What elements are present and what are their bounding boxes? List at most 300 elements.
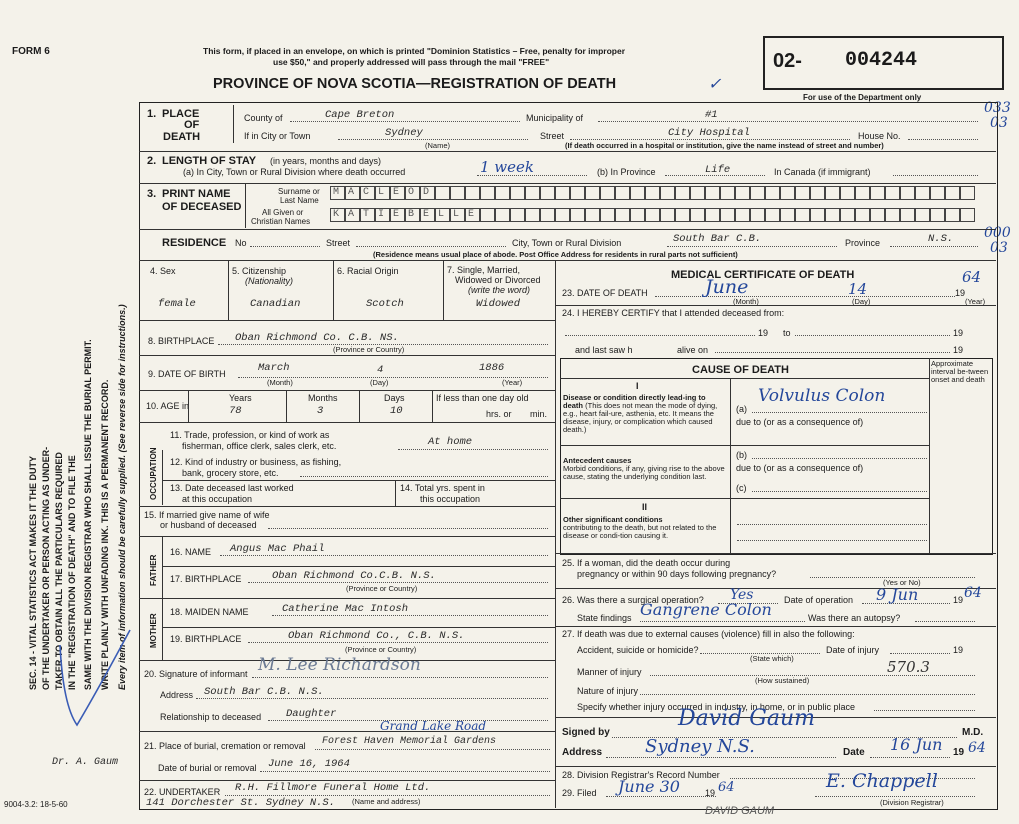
form-title: PROVINCE OF NOVA SCOTIA—REGISTRATION OF DEATH <box>213 76 617 92</box>
signed-date-label: Date <box>843 747 865 758</box>
surname-label-2: Last Name <box>280 196 319 205</box>
md-label: M.D. <box>962 727 984 738</box>
op-date-label: Date of operation <box>784 595 854 605</box>
op-19: 19 <box>953 595 964 605</box>
surname-cell <box>510 186 525 200</box>
given-cell <box>570 208 585 222</box>
given-letter: B <box>408 209 415 220</box>
q28-label: 28. Division Registrar's Record Number <box>562 770 720 780</box>
age-days: 10 <box>390 405 403 417</box>
citizenship-label-1: 5. Citizenship <box>232 266 287 276</box>
surname-cell <box>585 186 600 200</box>
relationship-label: Relationship to deceased <box>160 712 262 722</box>
surname-cell <box>690 186 705 200</box>
medical-title: MEDICAL CERTIFICATE OF DEATH <box>671 269 855 281</box>
surname-cell <box>945 186 960 200</box>
age-years: 78 <box>229 405 242 417</box>
doctor-name: Dr. A. Gaum <box>52 757 119 768</box>
registrar-signature: E. Chappell <box>826 770 938 792</box>
surname-cell <box>885 186 900 200</box>
surname-letter: M <box>333 187 340 198</box>
stay-a-value: 1 week <box>480 158 534 176</box>
residence-province-label: Province <box>845 238 881 248</box>
given-cell <box>510 208 525 222</box>
stay-b-value: Life <box>705 164 731 176</box>
given-cell <box>930 208 945 222</box>
father-birthplace-sublabel: (Province or Country) <box>346 584 418 593</box>
name-label-2: OF DECEASED <box>162 201 242 213</box>
burial-place-value: Forest Haven Memorial Gardens <box>322 736 497 747</box>
given-letter: T <box>363 209 370 220</box>
stay-b-label: (b) In Province <box>597 167 656 177</box>
nature-label: Nature of injury <box>577 686 639 696</box>
surname-cell <box>360 186 375 200</box>
given-letter: L <box>438 209 445 220</box>
surname-cell <box>750 186 765 200</box>
birthplace-value: Oban Richmond Co. C.B. NS. <box>235 332 399 344</box>
birthplace-sublabel: (Province or Country) <box>333 345 405 354</box>
given-label-2: Christian Names <box>251 217 311 226</box>
racial-label: 6. Racial Origin <box>337 266 399 276</box>
surname-cell <box>330 186 345 200</box>
given-cell <box>495 208 510 222</box>
q11-value: At home <box>428 436 473 448</box>
physician-address: Sydney N.S. <box>645 736 755 757</box>
marital-label-1: 7. Single, Married, <box>447 265 521 275</box>
injury-19: 19 <box>953 645 964 655</box>
given-cell <box>390 208 405 222</box>
given-cell <box>780 208 795 222</box>
surname-cell <box>390 186 405 200</box>
given-cell <box>405 208 420 222</box>
citizenship-label-2: (Nationality) <box>245 276 294 286</box>
informant-signature: M. Lee Richardson <box>258 655 421 675</box>
surname-cell <box>705 186 720 200</box>
form-number: FORM 6 <box>12 46 50 57</box>
surname-cell <box>630 186 645 200</box>
certify-19-2: 19 <box>953 328 964 338</box>
surname-cell <box>495 186 510 200</box>
given-cell <box>555 208 570 222</box>
findings-label: State findings <box>577 613 632 623</box>
registration-prefix: 02- <box>773 50 802 72</box>
city-value: Sydney <box>385 127 423 139</box>
given-cell <box>435 208 450 222</box>
interval-label: Approximate interval be-tween onset and death <box>931 359 989 384</box>
stay-c-label: In Canada (if immigrant) <box>774 167 871 177</box>
surname-letter: O <box>408 187 415 198</box>
marital-label-2: Widowed or Divorced <box>455 275 541 285</box>
autopsy-label: Was there an autopsy? <box>808 613 901 623</box>
date-of-death-label: 23. DATE OF DEATH <box>562 288 648 298</box>
residence-note: (Residence means usual place of abode. Post Office Address for residents in rural parts not sufficient) <box>373 250 738 259</box>
mother-birthplace-label: 19. BIRTHPLACE <box>170 634 242 644</box>
house-label: House No. <box>858 131 901 141</box>
physician-address-label: Address <box>562 747 603 758</box>
place-label-death: DEATH <box>163 131 201 143</box>
father-name-label: 16. NAME <box>170 547 212 557</box>
dob-label: 9. DATE OF BIRTH <box>148 369 226 379</box>
q12-label-2: bank, grocery store, etc. <box>182 468 279 478</box>
certify-label: 24. I HEREBY CERTIFY that I attended deceased from: <box>562 308 785 318</box>
cause-title: CAUSE OF DEATH <box>692 364 789 376</box>
surname-letter: L <box>378 187 385 198</box>
surname-cell <box>780 186 795 200</box>
surname-letter: A <box>348 187 355 198</box>
burial-label: 21. Place of burial, cremation or removal <box>144 741 306 751</box>
age-months: 3 <box>317 405 324 417</box>
q13-label-1: 13. Date deceased last worked <box>170 483 294 493</box>
given-cell <box>360 208 375 222</box>
given-cell <box>870 208 885 222</box>
surname-cell <box>930 186 945 200</box>
side-text-line-3: TAKER TO OBTAIN ALL THE PARTICULARS REQUIRED <box>54 452 64 690</box>
filed-date: June 30 <box>618 777 680 796</box>
findings-value: Gangrene Colon <box>640 600 772 619</box>
street-label: Street <box>540 131 565 141</box>
q15-label-2: or husband of deceased <box>160 520 257 530</box>
given-cell <box>795 208 810 222</box>
municipality-label: Municipality of <box>526 113 584 123</box>
how-sustained-sublabel: (How sustained) <box>755 676 810 685</box>
undertaker-address: 141 Dorchester St. Sydney N.S. <box>146 797 336 809</box>
surname-cell <box>960 186 975 200</box>
surname-cell <box>615 186 630 200</box>
father-side-label: FATHER <box>149 554 158 586</box>
q26-value: Yes <box>730 587 754 603</box>
marital-value: Widowed <box>476 298 521 310</box>
surname-cell <box>465 186 480 200</box>
death-month: June <box>705 276 749 298</box>
side-text-line-6: WRITE PLAINLY WITH UNFADING INK. THIS IS A PERMANENT RECORD. <box>100 379 110 690</box>
surname-cell <box>870 186 885 200</box>
registration-number: 004244 <box>845 49 918 72</box>
dob-month: March <box>258 362 290 374</box>
surname-cell <box>765 186 780 200</box>
surname-cell <box>915 186 930 200</box>
last-saw-label: and last saw h <box>575 345 633 355</box>
days-label: Days <box>384 393 405 403</box>
filed-19: 19 <box>705 788 716 798</box>
side-text-line-7: Every item of information should be carefully supplied. (See reverse side for instructions.) <box>117 304 127 690</box>
residence-street-label: Street <box>326 238 351 248</box>
q25-label-1: 25. If a woman, did the death occur during <box>562 558 731 568</box>
months-label: Months <box>308 393 338 403</box>
surname-letter: C <box>363 187 370 198</box>
surname-cell <box>435 186 450 200</box>
informant-address-label: Address <box>160 690 194 700</box>
surname-cell <box>645 186 660 200</box>
given-cell <box>525 208 540 222</box>
given-letter: E <box>423 209 430 220</box>
surname-cell <box>810 186 825 200</box>
due-to-2: due to (or as a consequence of) <box>736 463 864 473</box>
given-cell <box>855 208 870 222</box>
given-letter: I <box>378 209 385 220</box>
mother-birthplace-sublabel: (Province or Country) <box>345 645 417 654</box>
given-cell <box>540 208 555 222</box>
surname-cell <box>660 186 675 200</box>
county-label: County of <box>244 113 283 123</box>
q11-label-1: 11. Trade, profession, or kind of work as <box>170 430 330 440</box>
burial-place-note: Grand Lake Road <box>380 719 487 733</box>
burial-date-value: June 16, 1964 <box>268 758 350 770</box>
surname-cell <box>570 186 585 200</box>
undertaker-sublabel: (Name and address) <box>352 797 421 806</box>
given-cell <box>735 208 750 222</box>
pen-stroke <box>55 625 135 735</box>
age-label: 10. AGE in <box>146 401 190 411</box>
place-num: 1. <box>147 108 157 120</box>
surname-cell <box>405 186 420 200</box>
surname-cell <box>480 186 495 200</box>
given-letter: K <box>333 209 340 220</box>
certify-to-label: to <box>783 328 791 338</box>
given-cell <box>960 208 975 222</box>
residence-label: RESIDENCE <box>162 237 227 249</box>
q12-label-1: 12. Kind of industry or business, as fishing, <box>170 457 342 467</box>
residence-city-value: South Bar C.B. <box>673 233 762 245</box>
dob-month-sublabel: (Month) <box>267 378 293 387</box>
check-mark: ✓ <box>708 74 722 93</box>
surname-cell <box>900 186 915 200</box>
given-cell <box>885 208 900 222</box>
side-code-1: 033 <box>984 100 1011 116</box>
hospital-note: (If death occurred in a hospital or institution, give the name instead of street and number) <box>565 141 884 150</box>
surname-letter: E <box>393 187 400 198</box>
racial-value: Scotch <box>366 298 404 310</box>
mother-birthplace-value: Oban Richmond Co., C.B. N.S. <box>288 630 465 642</box>
department-use-note: For use of the Department only <box>803 93 922 102</box>
death-day-sublabel: (Day) <box>852 297 871 306</box>
given-cell <box>420 208 435 222</box>
min-label: min. <box>530 409 548 419</box>
cause-c-label: (c) <box>736 483 747 493</box>
doctor-stamp: DAVID GAUM <box>705 805 775 817</box>
alive-on-label: alive on <box>677 345 709 355</box>
father-birthplace-label: 17. BIRTHPLACE <box>170 574 242 584</box>
city-name-sublabel: (Name) <box>425 141 451 150</box>
given-cell <box>660 208 675 222</box>
municipality-value: #1 <box>705 109 718 121</box>
death-century: 19 <box>955 288 966 298</box>
signed-by-label: Signed by <box>562 727 610 738</box>
header-note-2: use $50," and properly addressed will pass through the mail "FREE" <box>273 57 550 67</box>
burial-date-label: Date of burial or removal <box>158 763 257 773</box>
surname-label-1: Surname or <box>278 187 320 196</box>
due-to-1: due to (or as a consequence of) <box>736 417 864 427</box>
cause-a-value: Volvulus Colon <box>758 386 886 406</box>
injury-date-label: Date of injury <box>826 645 880 655</box>
yes-no-sublabel: (Yes or No) <box>883 578 921 587</box>
relationship-value: Daughter <box>286 708 337 720</box>
father-birthplace-value: Oban Richmond Co.C.B. N.S. <box>272 570 436 582</box>
surname-cell <box>525 186 540 200</box>
surname-cell <box>420 186 435 200</box>
less-than-day-label: If less than one day old <box>436 393 529 403</box>
given-letter: E <box>468 209 475 220</box>
undertaker-label: 22. UNDERTAKER <box>144 787 221 797</box>
street-value: City Hospital <box>668 127 750 139</box>
residence-city-label: City, Town or Rural Division <box>512 238 622 248</box>
undertaker-name: R.H. Fillmore Funeral Home Ltd. <box>235 782 431 794</box>
q11-label-2: fisherman, office clerk, sales clerk, etc. <box>182 441 337 451</box>
accident-label: Accident, suicide or homicide? <box>577 645 699 655</box>
father-name-value: Angus Mac Phail <box>230 543 325 555</box>
years-label: Years <box>229 393 252 403</box>
given-cell <box>600 208 615 222</box>
surname-letter: D <box>423 187 430 198</box>
given-cell <box>675 208 690 222</box>
sex-value: female <box>158 298 196 310</box>
occupation-side-label: OCCUPATION <box>149 447 158 500</box>
cause-a-label: (a) <box>736 404 747 414</box>
form-code: 9004-3.2: 18-5-60 <box>4 800 68 809</box>
dob-year: 1886 <box>479 362 505 374</box>
state-which-sublabel: (State which) <box>750 654 794 663</box>
given-cell <box>705 208 720 222</box>
side-text-line-5: SAME WITH THE DIVISION REGISTRAR WHO SHALL ISSUE THE BURIAL PERMIT. <box>83 339 93 690</box>
signed-date: 16 Jun <box>890 735 943 754</box>
name-num: 3. <box>147 188 157 200</box>
place-label-of: OF <box>184 119 200 131</box>
alive-19: 19 <box>953 345 964 355</box>
given-cell <box>720 208 735 222</box>
death-year-sublabel: (Year) <box>965 297 986 306</box>
given-cell <box>375 208 390 222</box>
roman-two: II <box>642 502 648 512</box>
cause-b-label: (b) <box>736 450 747 460</box>
q26-label: 26. Was there a surgical operation? <box>562 595 704 605</box>
op-date-value: 9 Jun <box>876 585 919 604</box>
given-letter: L <box>453 209 460 220</box>
dob-day-sublabel: (Day) <box>370 378 389 387</box>
stay-label: LENGTH OF STAY <box>162 155 257 167</box>
residence-province-value: N.S. <box>928 233 954 245</box>
surname-cell <box>555 186 570 200</box>
given-cell <box>810 208 825 222</box>
given-cell <box>450 208 465 222</box>
residence-no-label: No <box>235 238 247 248</box>
side-code-4: 03 <box>990 240 1008 256</box>
q13-label-2: at this occupation <box>182 494 253 504</box>
place-label: PLACE <box>162 108 200 120</box>
stay-num: 2. <box>147 155 157 167</box>
given-cell <box>915 208 930 222</box>
death-year: 64 <box>962 268 982 286</box>
roman-one: I <box>636 381 639 391</box>
side-text-line-1: SEC. 14 - VITAL STATISTICS ACT MAKES IT THE DUTY <box>28 455 38 690</box>
given-cell <box>945 208 960 222</box>
filed-year: 64 <box>718 780 735 795</box>
surname-cell <box>345 186 360 200</box>
given-cell <box>825 208 840 222</box>
q25-label-2: pregnancy or within 90 days following pregnancy? <box>577 569 777 579</box>
registration-number-box <box>763 36 1004 90</box>
surname-cell <box>375 186 390 200</box>
given-cell <box>900 208 915 222</box>
given-cell <box>750 208 765 222</box>
surname-cell <box>450 186 465 200</box>
disease-description: Disease or condition directly lead-ing to death (This does not mean the mode of dying, e.g., heart fail-ure, asthenia, etc. It means the disease, injury, or complication which caused death.) <box>563 393 718 434</box>
death-day: 14 <box>848 280 868 298</box>
stay-sublabel: (in years, months and days) <box>270 156 382 166</box>
given-letter: A <box>348 209 355 220</box>
birthplace-label: 8. BIRTHPLACE <box>148 336 215 346</box>
informant-sig-label: 20. Signature of informant <box>144 669 248 679</box>
county-value: Cape Breton <box>325 109 395 121</box>
given-cell <box>330 208 345 222</box>
other-conditions-description: Other significant conditions contributing to the death, but not related to the disease or condi-tion causing it. <box>563 515 717 540</box>
physician-signature: David Gaum <box>678 706 816 731</box>
death-month-sublabel: (Month) <box>733 297 759 306</box>
informant-address-value: South Bar C.B. N.S. <box>204 686 324 698</box>
surname-cell <box>855 186 870 200</box>
surname-cell <box>675 186 690 200</box>
surname-cell <box>600 186 615 200</box>
given-cell <box>645 208 660 222</box>
signed-19: 19 <box>953 747 965 758</box>
antecedent-description: Antecedent causes Morbid conditions, if any, giving rise to the above cause, stating the underlying condition last. <box>563 456 725 481</box>
surname-cell <box>735 186 750 200</box>
q14-label-2: this occupation <box>420 494 481 504</box>
surname-cell <box>825 186 840 200</box>
q29-label: 29. Filed <box>562 788 597 798</box>
given-cell <box>630 208 645 222</box>
certify-19-1: 19 <box>758 328 769 338</box>
given-cell <box>765 208 780 222</box>
q14-label-1: 14. Total yrs. spent in <box>400 483 485 493</box>
header-note-1: This form, if placed in an envelope, on which is printed "Dominion Statistics – Free, penalty for improper <box>203 46 626 56</box>
mother-side-label: MOTHER <box>149 613 158 648</box>
given-cell <box>345 208 360 222</box>
side-text-line-4: IN THE "REGISTRATION OF DEATH" AND TO FILE THE <box>67 455 77 690</box>
given-label-1: All Given or <box>262 208 304 217</box>
surname-cell <box>720 186 735 200</box>
manner-label: Manner of injury <box>577 667 642 677</box>
given-cell <box>465 208 480 222</box>
given-letter: E <box>393 209 400 220</box>
mother-name-value: Catherine Mac Intosh <box>282 603 409 615</box>
sex-label: 4. Sex <box>150 266 176 276</box>
side-code-2: 03 <box>990 115 1008 131</box>
dob-day: 4 <box>377 364 384 376</box>
registrar-sublabel: (Division Registrar) <box>880 798 944 807</box>
citizenship-value: Canadian <box>250 298 301 310</box>
side-text-line-2: OF THE UNDERTAKER OR PERSON ACTING AS UNDER- <box>41 446 51 690</box>
stay-a-label: (a) In City, Town or Rural Division where death occurred <box>183 167 406 177</box>
surname-cell <box>795 186 810 200</box>
surname-cell <box>540 186 555 200</box>
given-cell <box>615 208 630 222</box>
mother-name-label: 18. MAIDEN NAME <box>170 607 249 617</box>
given-cell <box>585 208 600 222</box>
city-label: If in City or Town <box>244 131 311 141</box>
given-cell <box>480 208 495 222</box>
surname-cell <box>840 186 855 200</box>
given-cell <box>690 208 705 222</box>
signed-year: 64 <box>968 740 986 756</box>
q27-label: 27. If death was due to external causes (violence) fill in also the following: <box>562 629 855 639</box>
side-code-3: 000 <box>984 225 1011 241</box>
q15-label-1: 15. If married give name of wife <box>144 510 270 520</box>
name-label-1: PRINT NAME <box>162 188 231 200</box>
marital-label-3: (write the word) <box>468 285 531 295</box>
given-cell <box>840 208 855 222</box>
hrs-label: hrs. or <box>486 409 512 419</box>
cause-code: 570.3 <box>887 658 930 676</box>
specify-label: Specify whether injury occurred in industry, in home, or in public place <box>577 702 855 712</box>
